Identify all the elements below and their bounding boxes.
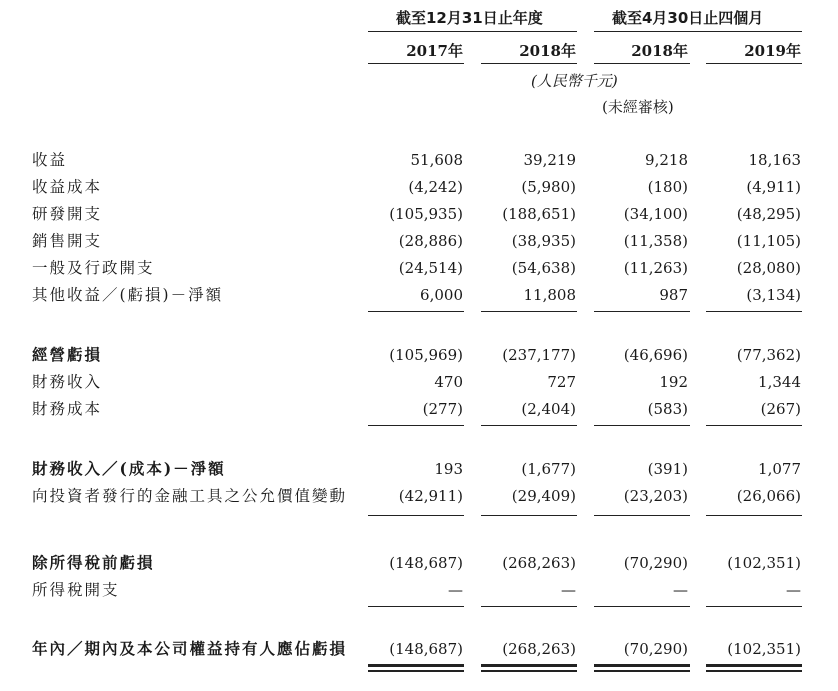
total-double-rule	[594, 664, 690, 672]
year-2017: 2017年	[406, 42, 463, 60]
row-label: 經營虧損	[32, 345, 103, 364]
row-value: (237,177)	[502, 346, 576, 364]
row-value: —	[561, 581, 576, 599]
row-value: (2,404)	[521, 400, 576, 418]
row-value: (391)	[647, 460, 688, 478]
currency-unit: (人民幣千元)	[531, 72, 618, 90]
row-value: (102,351)	[727, 640, 801, 658]
year-rule	[481, 63, 577, 64]
row-value: (277)	[422, 400, 463, 418]
row-value: (5,980)	[521, 178, 576, 196]
row-label: 收益成本	[32, 178, 103, 196]
row-value: (180)	[647, 178, 688, 196]
total-double-rule	[706, 664, 802, 672]
row-label: 收益	[32, 151, 68, 169]
subtotal-rule	[594, 515, 690, 516]
row-value: (4,242)	[408, 178, 463, 196]
row-label: 所得稅開支	[32, 581, 120, 599]
row-value: (583)	[647, 400, 688, 418]
row-value: —	[673, 581, 688, 599]
period-header-four-months: 截至4月30日止四個月	[612, 9, 764, 27]
table-row	[0, 343, 838, 367]
row-value: 1,077	[758, 460, 801, 478]
row-value: 727	[547, 373, 576, 391]
subtotal-rule	[481, 311, 577, 312]
year-2019-period: 2019年	[744, 42, 801, 60]
table-row	[0, 397, 838, 421]
header-rule-four-months	[594, 31, 802, 32]
row-value: 193	[434, 460, 463, 478]
total-double-rule	[368, 664, 464, 672]
header-rule-annual	[368, 31, 577, 32]
row-value: (4,911)	[746, 178, 801, 196]
row-value: (70,290)	[623, 554, 688, 572]
row-value: (268,263)	[502, 554, 576, 572]
table-row	[0, 484, 838, 508]
subtotal-rule	[706, 311, 802, 312]
row-value: (42,911)	[398, 487, 463, 505]
row-value: (267)	[760, 400, 801, 418]
row-value: 6,000	[420, 286, 463, 304]
row-value: (11,105)	[736, 232, 801, 250]
row-label: 財務收入	[32, 373, 103, 391]
table-row	[0, 578, 838, 602]
row-label: 向投資者發行的金融工具之公允價值變動	[32, 487, 348, 505]
subtotal-rule	[481, 606, 577, 607]
subtotal-rule	[706, 606, 802, 607]
total-double-rule	[481, 664, 577, 672]
row-label: 財務收入／(成本)－淨額	[32, 459, 226, 478]
row-value: (28,080)	[736, 259, 801, 277]
row-value: 51,608	[410, 151, 463, 169]
row-value: (105,935)	[389, 205, 463, 223]
row-value: (148,687)	[389, 640, 463, 658]
row-value: —	[448, 581, 463, 599]
year-rule	[706, 63, 802, 64]
row-value: (29,409)	[511, 487, 576, 505]
row-value: 987	[659, 286, 688, 304]
period-header-annual: 截至12月31日止年度	[396, 9, 543, 27]
row-value: (70,290)	[623, 640, 688, 658]
table-row	[0, 551, 838, 575]
row-value: (54,638)	[511, 259, 576, 277]
table-row	[0, 175, 838, 199]
row-value: 470	[434, 373, 463, 391]
row-value: (38,935)	[511, 232, 576, 250]
unaudited-note: (未經審核)	[602, 98, 674, 116]
table-row	[0, 370, 838, 394]
row-value: (148,687)	[389, 554, 463, 572]
row-value: (268,263)	[502, 640, 576, 658]
table-row	[0, 229, 838, 253]
row-value: (26,066)	[736, 487, 801, 505]
row-value: 18,163	[748, 151, 801, 169]
subtotal-rule	[706, 515, 802, 516]
row-value: (102,351)	[727, 554, 801, 572]
subtotal-rule	[481, 425, 577, 426]
row-value: (3,134)	[746, 286, 801, 304]
row-value: —	[786, 581, 801, 599]
row-value: (188,651)	[502, 205, 576, 223]
row-value: (24,514)	[398, 259, 463, 277]
row-label: 一般及行政開支	[32, 259, 155, 277]
row-value: 39,219	[523, 151, 576, 169]
year-rule	[368, 63, 464, 64]
row-value: 11,808	[523, 286, 576, 304]
year-2018-period: 2018年	[631, 42, 688, 60]
row-value: (48,295)	[736, 205, 801, 223]
row-value: (28,886)	[398, 232, 463, 250]
row-value: 1,344	[758, 373, 801, 391]
year-2018: 2018年	[519, 42, 576, 60]
subtotal-rule	[594, 606, 690, 607]
row-label: 財務成本	[32, 400, 103, 418]
row-label: 銷售開支	[32, 232, 103, 250]
subtotal-rule	[594, 311, 690, 312]
row-value: (23,203)	[623, 487, 688, 505]
subtotal-rule	[368, 425, 464, 426]
table-row	[0, 202, 838, 226]
subtotal-rule	[368, 606, 464, 607]
subtotal-rule	[368, 311, 464, 312]
table-row	[0, 148, 838, 172]
row-value: (34,100)	[623, 205, 688, 223]
subtotal-rule	[706, 425, 802, 426]
subtotal-rule	[368, 515, 464, 516]
subtotal-rule	[481, 515, 577, 516]
row-value: (105,969)	[389, 346, 463, 364]
row-label: 研發開支	[32, 205, 103, 223]
subtotal-rule	[594, 425, 690, 426]
row-value: 9,218	[645, 151, 688, 169]
row-value: (11,263)	[623, 259, 688, 277]
row-label: 年內／期內及本公司權益持有人應佔虧損	[32, 639, 348, 658]
row-value: 192	[659, 373, 688, 391]
table-row	[0, 637, 838, 661]
row-value: (77,362)	[736, 346, 801, 364]
table-row	[0, 256, 838, 280]
row-value: (46,696)	[623, 346, 688, 364]
table-row	[0, 457, 838, 481]
row-label: 除所得稅前虧損	[32, 553, 155, 572]
row-label: 其他收益／(虧損)－淨額	[32, 286, 224, 304]
table-row	[0, 283, 838, 307]
row-value: (1,677)	[521, 460, 576, 478]
year-rule	[594, 63, 690, 64]
row-value: (11,358)	[623, 232, 688, 250]
